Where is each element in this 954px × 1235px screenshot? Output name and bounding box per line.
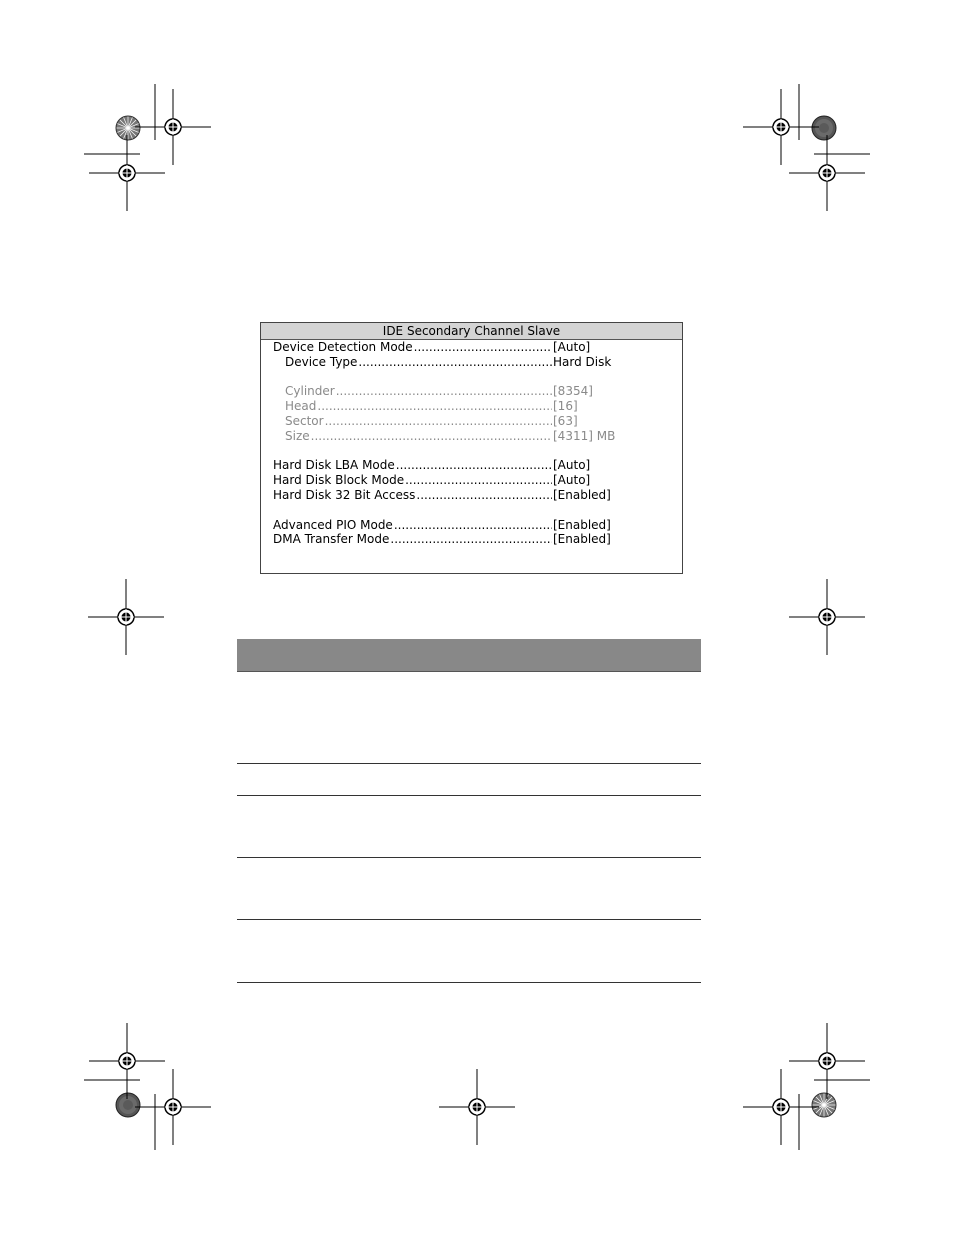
bios-item-value: [16] [553, 399, 578, 414]
table-row-divider [237, 763, 701, 764]
bios-item-label: Sector [285, 414, 324, 428]
table-row-divider [237, 857, 701, 858]
bios-item-advanced-pio-mode[interactable] [273, 517, 611, 533]
bios-item-value: [63] [553, 414, 578, 428]
dot-leader [325, 414, 552, 429]
bios-item-hard-disk-block-mode[interactable] [273, 473, 591, 488]
bios-item-value[interactable]: [Enabled] [553, 532, 611, 547]
bios-item-size [285, 428, 616, 444]
bios-item-value[interactable]: [Auto] [553, 340, 591, 354]
bios-item-device-detection-mode[interactable] [273, 340, 591, 355]
dot-leader [414, 340, 552, 355]
bios-item-label: Hard Disk Block Mode [273, 473, 405, 488]
bios-item-label: Cylinder [285, 384, 335, 399]
bios-item-label: DMA Transfer Mode [273, 532, 390, 547]
bios-item-value: [4311] MB [553, 428, 616, 443]
dot-leader [336, 384, 552, 399]
dot-leader [358, 355, 552, 370]
dot-leader [390, 532, 552, 547]
bios-item-value: [8354] [553, 384, 593, 399]
bios-item-device-type[interactable] [285, 354, 612, 370]
bios-item-label: Device Detection Mode [273, 340, 413, 354]
bios-item-dma-transfer-mode[interactable] [273, 532, 611, 547]
dot-leader [416, 488, 552, 503]
bios-item-label: Device Type [285, 354, 358, 369]
bios-item-value[interactable]: [Auto] [553, 473, 591, 488]
table-row-divider [237, 982, 701, 983]
dot-leader [405, 473, 552, 488]
bios-item-label: Hard Disk 32 Bit Access [273, 488, 416, 502]
bios-item-label: Hard Disk LBA Mode [273, 458, 395, 473]
bios-item-label: Size [285, 428, 310, 443]
bios-item-label: Advanced PIO Mode [273, 517, 393, 532]
dot-leader [396, 458, 552, 473]
bios-item-value[interactable]: Hard Disk [553, 354, 612, 369]
dot-leader [317, 399, 552, 414]
bios-screen-title: IDE Secondary Channel Slave [261, 323, 682, 340]
dot-leader [394, 518, 552, 533]
table-row-divider [237, 919, 701, 920]
bios-item-cylinder [285, 384, 593, 399]
dot-leader [311, 429, 552, 444]
bios-item-value[interactable]: [Enabled] [553, 488, 611, 502]
bios-item-head [285, 399, 578, 414]
bios-item-hard-disk-32-bit-access[interactable] [273, 488, 611, 503]
bios-item-label: Head [285, 399, 317, 414]
bios-item-value[interactable]: [Auto] [553, 458, 591, 473]
bios-item-hard-disk-lba-mode[interactable] [273, 458, 591, 473]
table-header [237, 639, 701, 672]
bios-item-value[interactable]: [Enabled] [553, 517, 611, 532]
bios-item-sector [285, 414, 578, 429]
bios-screen-panel [260, 322, 683, 574]
table-row-divider [237, 795, 701, 796]
